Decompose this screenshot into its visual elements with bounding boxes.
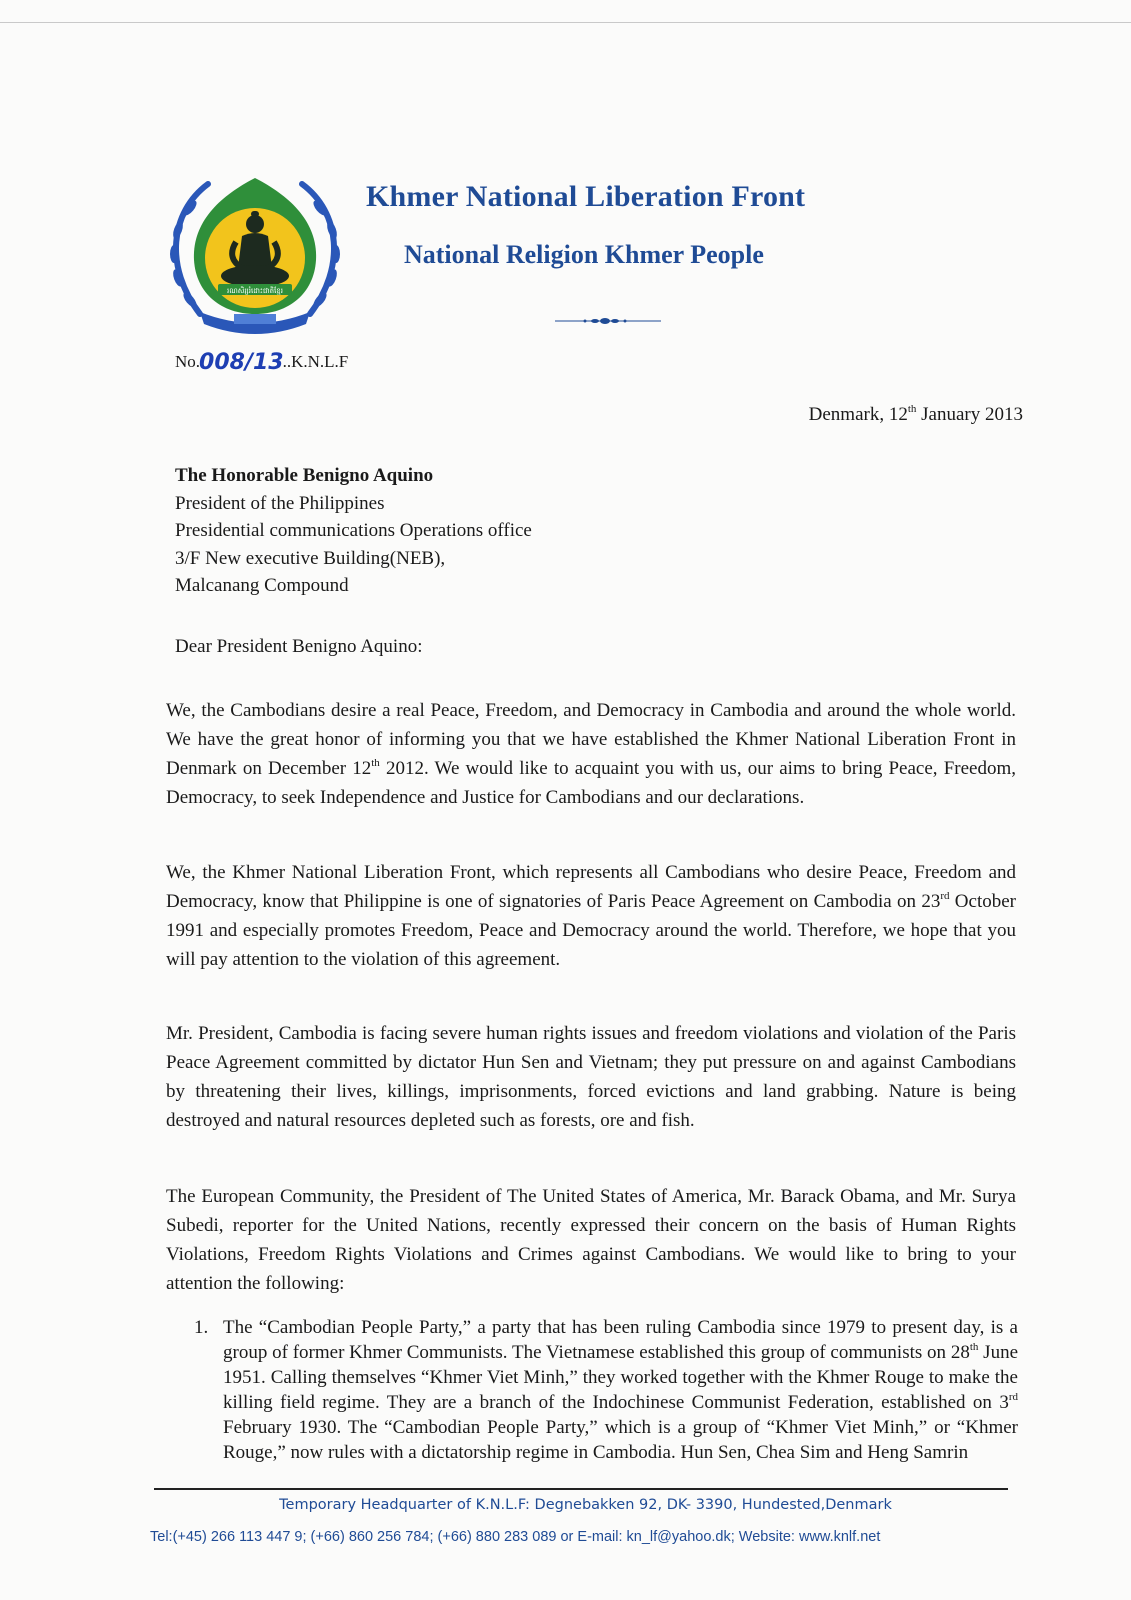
paragraph-2-part-b: October 1991 and especially promotes Freedom, Peace and Democracy around the world. Therefore, we hope that you will pay attention to the violation of this agreement. — [166, 891, 1016, 970]
paragraph-1-superscript: th — [371, 757, 380, 769]
letter-date — [809, 404, 1023, 426]
reference-handwritten-number: 008/13 — [199, 350, 284, 375]
list-item-superscript-2: rd — [1008, 1391, 1018, 1403]
paragraph-3: Mr. President, Cambodia is facing severe human rights issues and freedom violations and violation of the Paris Peace Agreement committed by dictator Hun Sen and Vietnam; they put pressure on and against Cambodians by threatening their lives, killings, imprisonments, forced evictions and land grabbing. Nature is being destroyed and natural resources depleted such as forests, ore and fish. — [166, 1023, 1016, 1131]
footer-contact-info: Tel:(+45) 266 113 447 9; (+66) 860 256 784; (+66) 880 283 089 or E-mail: kn_lf@yahoo.dk; Website: www.knlf.net — [150, 1529, 881, 1545]
list-item — [178, 1315, 1018, 1465]
footer-headquarters: Temporary Headquarter of K.N.L.F: Degnebakken 92, DK- 3390, Hundested,Denmark — [279, 1497, 892, 1513]
list-item-text-part-c: February 1930. The “Cambodian People Party,” which is a group of “Khmer Viet Minh,” or “Khmer Rouge,” now rules with a dictatorship regime in Cambodia. Hun Sen, Chea Sim and Heng Samrin — [223, 1417, 1018, 1463]
decorative-divider-ornament — [555, 316, 661, 326]
emblem-banner-text: រណសិរ្សរំដោះជាតិខ្មែរ — [227, 287, 283, 295]
list-item-superscript-1: th — [969, 1341, 979, 1353]
list-item-number: 1. — [194, 1317, 209, 1338]
reference-suffix: ..K.N.L.F — [282, 352, 349, 371]
reference-number — [175, 348, 348, 373]
recipient-line-2: Presidential communications Operations office — [175, 520, 532, 541]
list-item-text-part-b: June 1951. Calling themselves “Khmer Viet Minh,” they worked together with the Khmer Rouge to make the killing field regime. They are a branch of the Indochinese Communist Federation, established on 3 — [223, 1342, 1018, 1413]
knlf-emblem-logo — [160, 172, 350, 342]
scan-edge-line — [0, 22, 1131, 23]
paragraph-1-part-a: We, the Cambodians desire a real Peace, Freedom, and Democracy in Cambodia and around the whole world. We have the great honor of informing you that we have established the Khmer National Liberation Front in Denmark on December 12 — [166, 700, 1016, 779]
paragraph-2 — [166, 858, 1016, 974]
paragraph-4: The European Community, the President of The United States of America, Mr. Barack Obama, and Mr. Surya Subedi, reporter for the United Nations, recently expressed their concern on the basis of Human Rights Violations, Freedom Rights Violations and Crimes against Cambodians. We would like to bring to your attention the following: — [166, 1186, 1016, 1294]
recipient-name: The Honorable Benigno Aquino — [175, 465, 434, 486]
footer-divider — [154, 1488, 1008, 1490]
recipient-line-3: 3/F New executive Building(NEB), — [175, 547, 446, 569]
paragraph-1 — [166, 696, 1016, 812]
organization-subtitle: National Religion Khmer People — [404, 240, 764, 269]
list-item-text-part-a: The “Cambodian People Party,” a party that has been ruling Cambodia since 1979 to present day, is a group of former Khmer Communists. The Vietnamese established this group of communists on 28 — [223, 1317, 1018, 1363]
paragraph-2-part-a: We, the Khmer National Liberation Front, which represents all Cambodians who desire Peace, Freedom and Democracy, know that Philippine is one of signatories of Paris Peace Agreement on Cambodia on 23 — [166, 862, 1016, 912]
date-month-year: January 2013 — [921, 404, 1023, 425]
paragraph-1-part-b: 2012. We would like to acquaint you with us, our aims to bring Peace, Freedom, Democracy, to seek Independence and Justice for Cambodians and our declarations. — [166, 758, 1016, 808]
date-place-day: Denmark, 12 — [808, 404, 908, 425]
date-ordinal-suffix: th — [907, 403, 917, 415]
salutation: Dear President Benigno Aquino: — [175, 636, 423, 657]
recipient-line-1: President of the Philippines — [175, 492, 385, 514]
recipient-line-4: Malcanang Compound — [175, 575, 349, 596]
paragraph-2-superscript: rd — [940, 890, 950, 902]
reference-prefix: No. — [175, 352, 201, 371]
recipient-address — [175, 462, 532, 600]
organization-name: Khmer National Liberation Front — [366, 180, 806, 213]
list-item-text — [223, 1315, 1018, 1465]
